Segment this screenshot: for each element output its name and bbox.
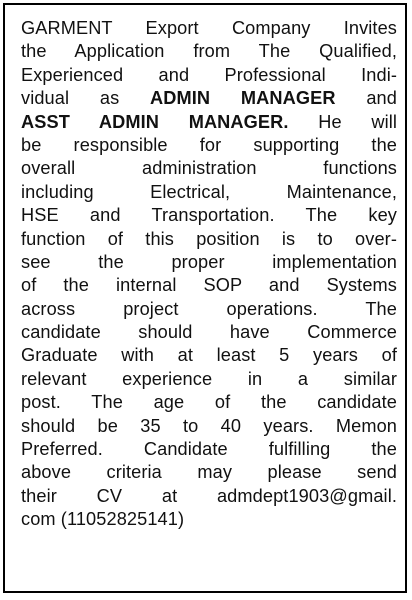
ad-line: their CV at admdept1903@gmail.: [21, 485, 397, 506]
ad-line-text: and: [335, 88, 397, 109]
job-advertisement: [3, 3, 407, 593]
ad-line: [21, 87, 397, 110]
ad-line: Graduate with at least 5 years of: [21, 345, 397, 366]
ad-line: post. The age of the candidate: [21, 392, 397, 413]
ad-line: relevant experience in a similar: [21, 368, 397, 389]
job-title-highlight: ASST ADMIN MANAGER.: [21, 111, 289, 132]
ad-line: Preferred. Candidate fulfilling the: [21, 439, 397, 460]
ad-line: overall administration functions: [21, 158, 397, 179]
advertisement-body: [21, 17, 397, 532]
ad-line: above criteria may please send: [21, 462, 397, 483]
ad-line: com (11052825141): [21, 509, 185, 530]
ad-line-text: He will: [288, 111, 397, 132]
ad-line: function of this position is to over-: [21, 228, 397, 249]
job-title-highlight: ADMIN MANAGER: [150, 88, 336, 109]
ad-line: see the proper implementation: [21, 251, 397, 272]
ad-line: including Electrical, Maintenance,: [21, 181, 397, 202]
ad-line: of the internal SOP and Systems: [21, 275, 397, 296]
ad-line: be responsible for supporting the: [21, 134, 397, 155]
ad-line: [21, 111, 397, 134]
ad-line: should be 35 to 40 years. Memon: [21, 415, 397, 436]
ad-line: the Application from The Qualified,: [21, 41, 397, 62]
ad-line-text: vidual as: [21, 88, 151, 109]
ad-line: GARMENT Export Company Invites: [21, 18, 397, 38]
ad-line: HSE and Transportation. The key: [21, 205, 397, 226]
ad-line: across project operations. The: [21, 298, 397, 319]
ad-line: Experienced and Professional Indi-: [21, 64, 397, 85]
ad-line: candidate should have Commerce: [21, 322, 397, 343]
